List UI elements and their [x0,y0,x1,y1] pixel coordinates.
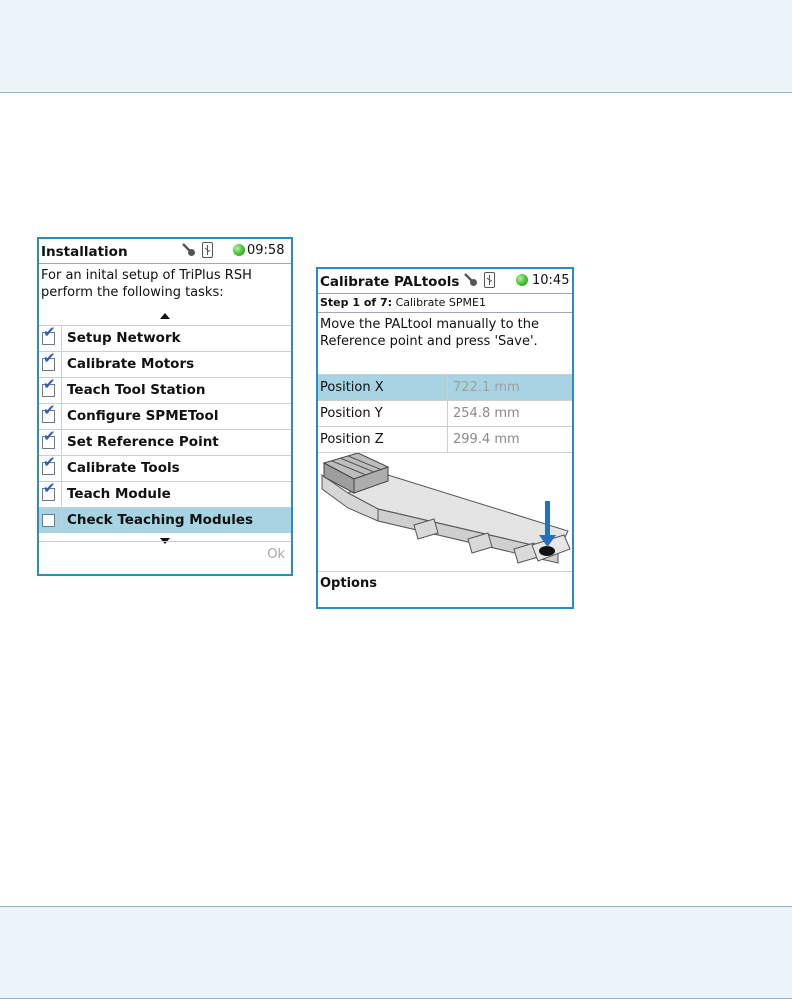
checkbox-checked-icon: ✔ [43,401,56,419]
clock: 10:45 [532,273,570,288]
checkbox-checked-icon: ✔ [43,453,56,471]
installation-intro: For an inital setup of TriPlus RSH perform the following tasks: [41,268,252,300]
task-set-reference-point[interactable] [39,429,291,455]
scroll-up-button[interactable] [39,307,291,325]
task-setup-network[interactable] [39,325,291,351]
calibrate-title: Calibrate PALtools [320,274,460,290]
position-row-y[interactable] [318,401,572,427]
position-name: Position Z [318,427,448,452]
task-calibrate-motors[interactable] [39,351,291,377]
usb-icon [202,242,213,258]
installation-title: Installation [41,244,128,260]
step-label: Step 1 of 7: [320,296,393,309]
checkbox-checked-icon: ✔ [43,375,56,393]
reference-point-illustration [318,453,572,572]
task-teach-tool-station[interactable] [39,377,291,403]
rail-illustration [318,453,572,571]
key-icon [182,243,196,257]
checkbox-checked-icon: ✔ [43,479,56,497]
task-label: Calibrate Tools [67,460,180,476]
usb-icon [484,272,495,288]
calibrate-screen [316,267,574,609]
footer-band [0,906,792,999]
checkbox[interactable] [42,514,55,527]
task-label: Teach Tool Station [67,382,206,398]
down-arrow-icon [545,501,550,537]
task-label: Teach Module [67,486,171,502]
softkey-bar [39,541,291,566]
position-value: 722.1 mm [453,380,520,395]
instruction-message: Move the PALtool manually to the Reference point and press 'Save'. [318,313,572,375]
status-led-icon [516,274,528,286]
position-row-x[interactable] [318,375,572,401]
calibrate-title-bar [318,269,572,294]
position-value: 299.4 mm [453,432,520,447]
position-row-z[interactable] [318,427,572,453]
position-value: 254.8 mm [453,406,520,421]
ok-button[interactable]: Ok [267,547,285,562]
key-icon [464,273,478,287]
checkbox-checked-icon: ✔ [43,349,56,367]
clock: 09:58 [247,243,285,258]
task-label: Check Teaching Modules [67,512,254,528]
installation-title-bar [39,239,291,264]
checkbox-checked-icon: ✔ [43,427,56,445]
options-button[interactable]: Options [320,576,377,591]
scroll-up-icon [160,313,170,319]
installation-screen [37,237,293,576]
status-led-icon [233,244,245,256]
task-teach-module[interactable] [39,481,291,507]
task-check-teaching-modules[interactable] [39,507,291,533]
task-label: Setup Network [67,330,181,346]
reference-point-marker [539,546,555,556]
task-label: Set Reference Point [67,434,219,450]
header-band [0,0,792,93]
position-name: Position X [318,375,448,400]
checkbox-checked-icon: ✔ [43,323,56,341]
step-text: Calibrate SPME1 [395,296,486,309]
step-indicator [318,294,572,313]
task-calibrate-tools[interactable] [39,455,291,481]
task-label: Calibrate Motors [67,356,195,372]
position-name: Position Y [318,401,448,426]
task-label: Configure SPMETool [67,408,219,424]
task-configure-spmetool[interactable] [39,403,291,429]
